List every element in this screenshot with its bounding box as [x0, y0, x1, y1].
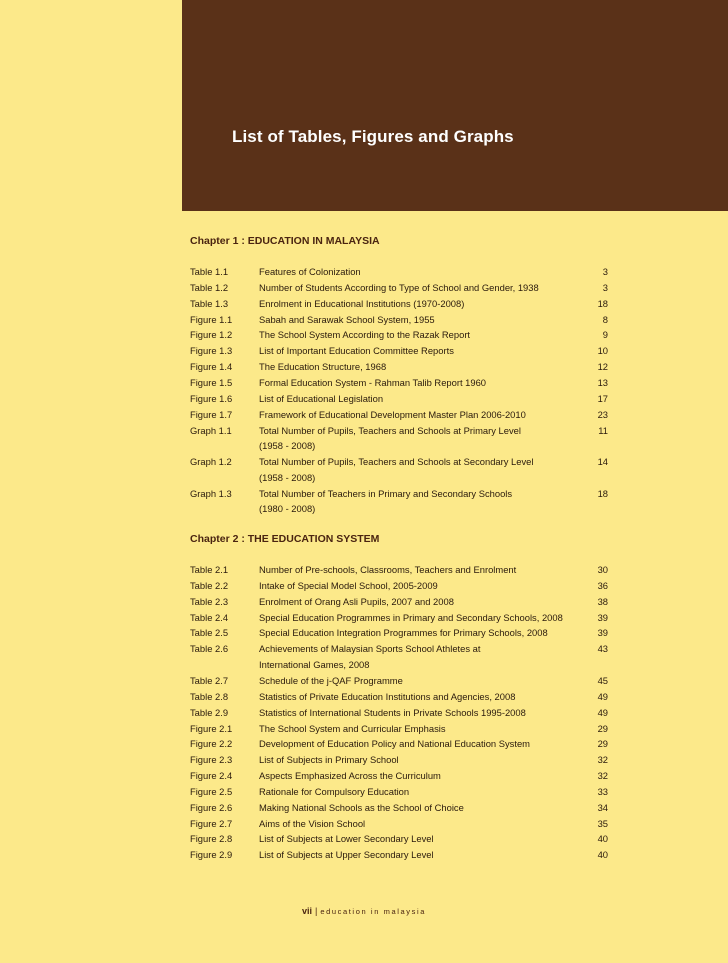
entry-label: Figure 2.4 [190, 770, 233, 782]
entry-title: Achievements of Malaysian Sports School Athletes at International Games, 2008 [259, 643, 481, 670]
entry-title: The Education Structure, 1968 [259, 361, 387, 373]
entry-page-number: 38 [597, 595, 608, 607]
entry-page-number: 32 [597, 754, 608, 766]
entry-label: Table 2.7 [190, 674, 229, 686]
entry-label: Figure 2.3 [190, 754, 233, 766]
entry-page-number: 23 [597, 408, 608, 420]
entry-title: Enrolment in Educational Institutions (1970-2008) [259, 297, 465, 309]
page-number: vii [301, 906, 312, 916]
entry-label: Figure 1.5 [190, 376, 233, 388]
entry-title: Special Education Programmes in Primary and Secondary Schools, 2008 [259, 611, 563, 623]
entry-label: Table 2.8 [190, 690, 229, 702]
entry-label: Figure 2.5 [190, 785, 233, 797]
entry-label: Figure 2.1 [190, 722, 233, 734]
entry-page-number: 8 [602, 313, 608, 325]
entry-label: Figure 1.6 [190, 392, 233, 404]
footer-separator: | [314, 906, 318, 916]
entry-label: Figure 2.8 [190, 833, 233, 845]
entry-title: Aims of the Vision School [259, 817, 366, 829]
entry-label: Table 2.6 [190, 643, 229, 655]
entry-title: Features of Colonization [259, 266, 361, 277]
entry-label: Table 2.4 [190, 611, 229, 623]
entry-page-number: 34 [597, 801, 608, 813]
entry-title: The School System According to the Razak Report [259, 329, 471, 341]
entry-page-number: 14 [597, 456, 608, 468]
entry-label: Table 2.5 [190, 627, 229, 639]
entry-label: Figure 1.3 [190, 345, 233, 357]
chapter-1-heading: Chapter 1 : EDUCATION IN MALAYSIA [190, 235, 380, 247]
entry-title: Statistics of International Students in Private Schools 1995-2008 [259, 706, 526, 718]
entry-title: Intake of Special Model School, 2005-2009 [259, 579, 438, 591]
entry-label: Graph 1.1 [190, 424, 232, 436]
entry-page-number: 49 [597, 706, 608, 718]
entry-title: Total Number of Pupils, Teachers and Schools at Secondary Level (1958 - 2008) [259, 456, 534, 483]
entry-page-number: 11 [598, 424, 608, 436]
entry-label: Table 1.2 [190, 281, 229, 293]
entry-page-number: 17 [597, 392, 608, 404]
entry-label: Figure 1.2 [190, 329, 233, 341]
entry-title: List of Subjects at Upper Secondary Level [259, 849, 434, 861]
entry-title: Number of Students According to Type of School and Gender, 1938 [259, 281, 539, 293]
publication-name: education in malaysia [320, 907, 427, 916]
entry-page-number: 29 [597, 722, 608, 734]
entry-page-number: 40 [597, 849, 608, 861]
header-banner [182, 0, 728, 211]
entry-page-number: 39 [597, 611, 608, 623]
entry-title: Special Education Integration Programmes for Primary Schools, 2008 [259, 627, 548, 639]
entry-title: Statistics of Private Education Institutions and Agencies, 2008 [259, 690, 516, 702]
entry-label: Figure 2.7 [190, 817, 233, 829]
entry-label: Table 2.3 [190, 595, 229, 607]
entry-label: Graph 1.2 [190, 456, 232, 468]
entry-page-number: 12 [597, 361, 608, 373]
entry-label: Table 1.3 [190, 297, 229, 309]
entry-title: Aspects Emphasized Across the Curriculum [259, 770, 441, 782]
entry-label: Table 2.9 [190, 706, 229, 718]
entry-title: List of Educational Legislation [259, 392, 384, 404]
entry-label: Figure 2.6 [190, 801, 233, 813]
entry-page-number: 32 [597, 770, 608, 782]
page-footer [0, 906, 728, 916]
entry-title: List of Subjects at Lower Secondary Level [259, 833, 434, 845]
entry-title: Total Number of Pupils, Teachers and Schools at Primary Level (1958 - 2008) [259, 424, 521, 451]
entry-label: Figure 1.1 [190, 313, 233, 325]
entry-label: Figure 1.7 [190, 408, 233, 420]
entry-title: List of Important Education Committee Reports [259, 345, 454, 357]
entry-title: Total Number of Teachers in Primary and Secondary Schools (1980 - 2008) [259, 487, 513, 515]
entry-title: Number of Pre-schools, Classrooms, Teachers and Enrolment [259, 564, 517, 575]
entry-page-number: 3 [602, 281, 608, 293]
entry-label: Table 2.2 [190, 579, 229, 591]
page-title: List of Tables, Figures and Graphs [232, 127, 514, 146]
entry-title: List of Subjects in Primary School [259, 754, 399, 766]
entry-label: Table 2.1 [190, 564, 229, 575]
entry-title: Sabah and Sarawak School System, 1955 [259, 313, 435, 325]
entry-page-number: 18 [597, 297, 608, 309]
entry-page-number: 40 [597, 833, 608, 845]
entry-title: Enrolment of Orang Asli Pupils, 2007 and 2008 [259, 595, 454, 607]
entry-page-number: 18 [597, 487, 608, 499]
entry-label: Figure 2.9 [190, 849, 233, 861]
entry-page-number: 39 [597, 627, 608, 639]
entry-page-number: 45 [597, 674, 608, 686]
entry-title: Formal Education System - Rahman Talib Report 1960 [259, 376, 487, 388]
entry-label: Graph 1.3 [190, 487, 232, 499]
entry-page-number: 3 [602, 266, 608, 277]
entry-page-number: 10 [597, 345, 608, 357]
entry-page-number: 33 [597, 785, 608, 797]
entry-title: Schedule of the j-QAF Programme [259, 674, 403, 686]
entry-page-number: 30 [597, 564, 608, 575]
entry-page-number: 9 [602, 329, 608, 341]
entry-title: Making National Schools as the School of Choice [259, 801, 464, 813]
entry-label: Figure 2.2 [190, 738, 233, 750]
entry-page-number: 36 [597, 579, 608, 591]
entry-title: Rationale for Compulsory Education [259, 785, 410, 797]
entry-page-number: 43 [597, 643, 608, 655]
entry-label: Table 1.1 [190, 266, 229, 277]
entry-label: Figure 1.4 [190, 361, 233, 373]
entry-title: The School System and Curricular Emphasis [259, 722, 446, 734]
entry-page-number: 13 [597, 376, 608, 388]
entry-title: Framework of Educational Development Master Plan 2006-2010 [259, 408, 526, 420]
chapter-2-heading: Chapter 2 : THE EDUCATION SYSTEM [190, 533, 380, 545]
entry-title: Development of Education Policy and National Education System [259, 738, 530, 750]
entry-page-number: 35 [597, 817, 608, 829]
entry-page-number: 29 [597, 738, 608, 750]
entry-page-number: 49 [597, 690, 608, 702]
